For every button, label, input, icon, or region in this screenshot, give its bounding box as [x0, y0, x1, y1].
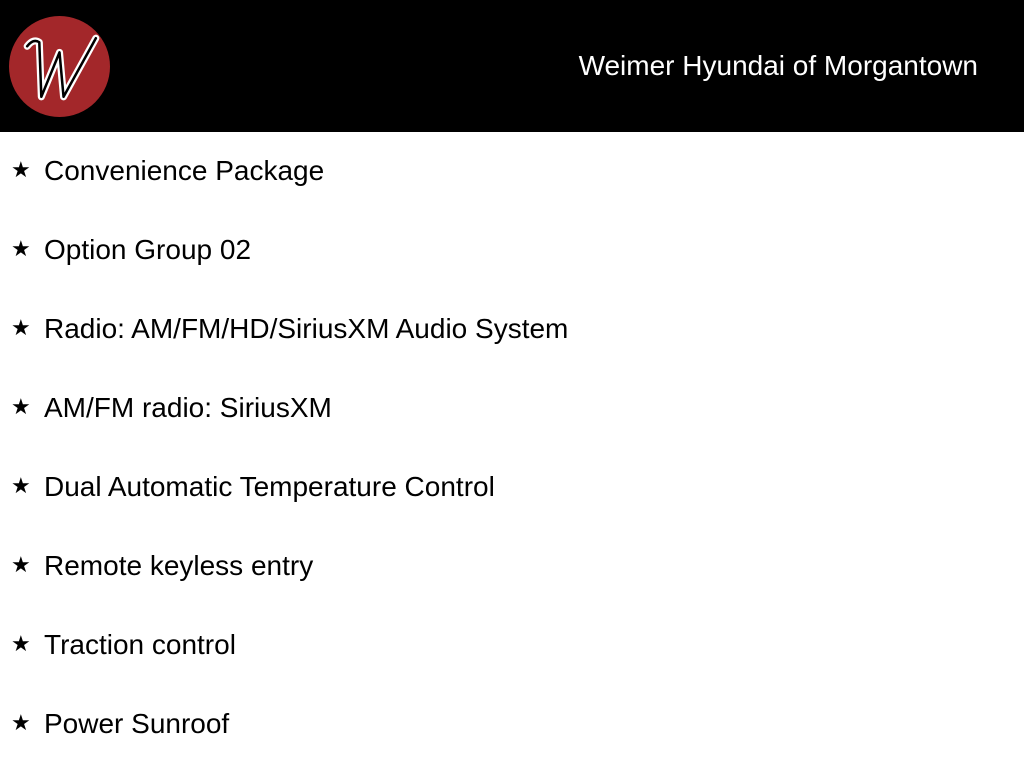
dealer-name: Weimer Hyundai of Morgantown — [578, 50, 978, 81]
star-icon: ★ — [11, 552, 31, 577]
feature-label: Option Group 02 — [44, 234, 252, 265]
feature-label: Dual Automatic Temperature Control — [44, 471, 495, 502]
list-item — [0, 369, 1024, 448]
list-item — [0, 211, 1024, 290]
list-item — [0, 448, 1024, 527]
star-icon: ★ — [11, 157, 31, 182]
star-icon: ★ — [11, 710, 31, 735]
feature-list — [0, 132, 1024, 764]
feature-label: Traction control — [44, 629, 236, 660]
star-icon: ★ — [11, 394, 31, 419]
w-monogram-logo-icon — [9, 16, 110, 117]
star-icon: ★ — [11, 473, 31, 498]
header-bar — [0, 0, 1024, 132]
list-item — [0, 606, 1024, 685]
feature-label: Radio: AM/FM/HD/SiriusXM Audio System — [44, 313, 569, 344]
list-item — [0, 527, 1024, 606]
feature-label: Convenience Package — [44, 155, 325, 186]
feature-label: Power Sunroof — [44, 708, 230, 739]
feature-label: Remote keyless entry — [44, 550, 314, 581]
star-icon: ★ — [11, 315, 31, 340]
star-icon: ★ — [11, 236, 31, 261]
list-item — [0, 685, 1024, 764]
list-item — [0, 290, 1024, 369]
star-icon: ★ — [11, 631, 31, 656]
list-item — [0, 132, 1024, 211]
feature-label: AM/FM radio: SiriusXM — [44, 392, 332, 423]
